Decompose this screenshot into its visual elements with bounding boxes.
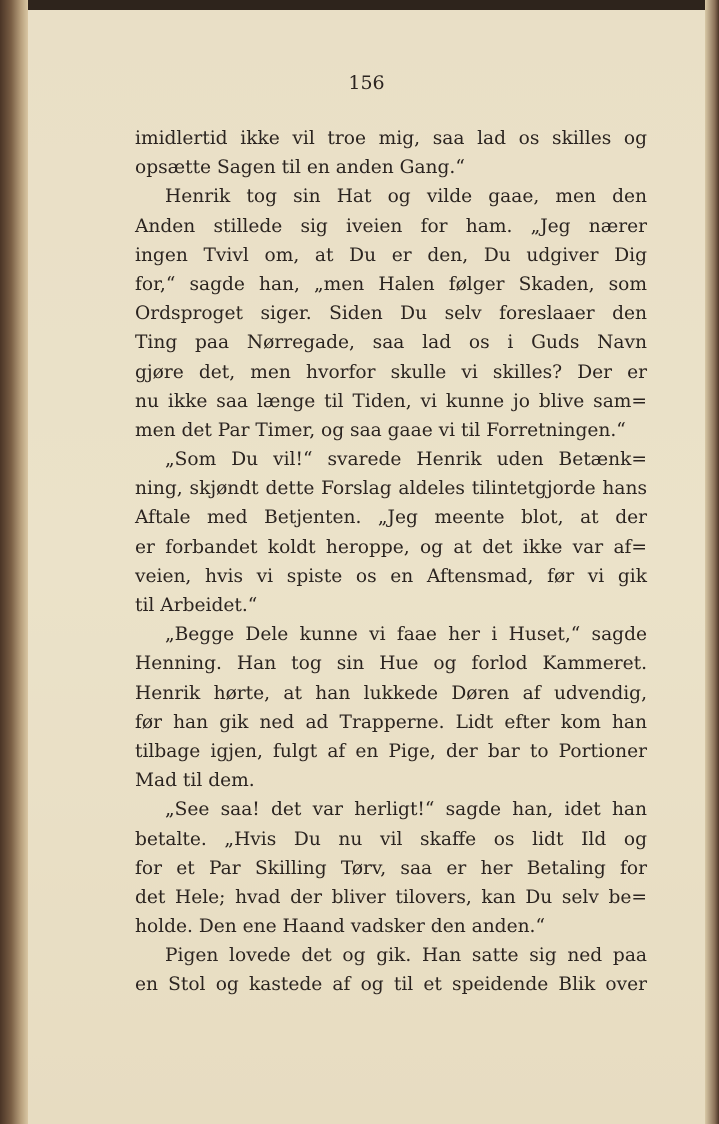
- text-line: det Hele; hvad der bliver tilovers, kan Du selv be=: [135, 886, 647, 908]
- book-spine: [0, 0, 28, 1124]
- page-right-edge: [705, 0, 719, 1124]
- text-line: gjøre det, men hvorfor skulle vi skilles? Der er: [135, 361, 647, 383]
- text-line: imidlertid ikke vil troe mig, saa lad os skilles og: [135, 128, 647, 149]
- body-text: [135, 124, 647, 1000]
- text-line: Anden stillede sig iveien for ham. „Jeg nærer: [135, 215, 647, 237]
- page-number: 156: [348, 72, 385, 94]
- text-line: Henrik hørte, at han lukkede Døren af udvendig,: [135, 682, 647, 704]
- text-line: til Arbeidet.“: [135, 595, 258, 616]
- text-line: en Stol og kastede af og til et speidende Blik over: [135, 974, 647, 996]
- text-line: opsætte Sagen til en anden Gang.“: [135, 157, 465, 179]
- text-line: men det Par Timer, og saa gaae vi til Forretningen.“: [135, 419, 626, 441]
- text-line: „Begge Dele kunne vi faae her i Huset,“ sagde: [165, 624, 647, 646]
- text-line: Aftale med Betjenten. „Jeg meente blot, at der: [135, 507, 647, 529]
- text-line: Henrik tog sin Hat og vilde gaae, men den: [165, 186, 647, 208]
- book-page: [28, 10, 705, 1124]
- text-line: Ting paa Nørregade, saa lad os i Guds Navn: [135, 332, 647, 354]
- text-line: for,“ sagde han, „men Halen følger Skaden, som: [135, 273, 647, 295]
- text-line: ingen Tvivl om, at Du er den, Du udgiver Dig: [135, 244, 647, 266]
- text-line: er forbandet koldt heroppe, og at det ikke var af=: [135, 536, 647, 558]
- text-line: Ordsproget siger. Siden Du selv foreslaaer den: [135, 303, 647, 325]
- text-line: Pigen lovede det og gik. Han satte sig ned paa: [165, 945, 647, 967]
- text-line: nu ikke saa længe til Tiden, vi kunne jo blive sam=: [135, 390, 647, 412]
- text-line: Henning. Han tog sin Hue og forlod Kammeret.: [135, 653, 647, 675]
- book-top-edge: [0, 0, 719, 10]
- text-line: for et Par Skilling Tørv, saa er her Betaling for: [135, 857, 647, 879]
- text-line: før han gik ned ad Trapperne. Lidt efter kom han: [135, 711, 647, 733]
- text-line: betalte. „Hvis Du nu vil skaffe os lidt Ild og: [135, 828, 647, 850]
- text-line: Mad til dem.: [135, 770, 255, 792]
- text-line: ning, skjøndt dette Forslag aldeles tilintetgjorde hans: [135, 478, 647, 500]
- text-line: tilbage igjen, fulgt af en Pige, der bar to Portioner: [135, 740, 647, 762]
- text-line: veien, hvis vi spiste os en Aftensmad, før vi gik: [135, 565, 647, 587]
- text-line: „Som Du vil!“ svarede Henrik uden Betænk=: [165, 449, 647, 471]
- text-line: „See saa! det var herligt!“ sagde han, idet han: [165, 799, 647, 821]
- text-line: holde. Den ene Haand vadsker den anden.“: [135, 916, 545, 938]
